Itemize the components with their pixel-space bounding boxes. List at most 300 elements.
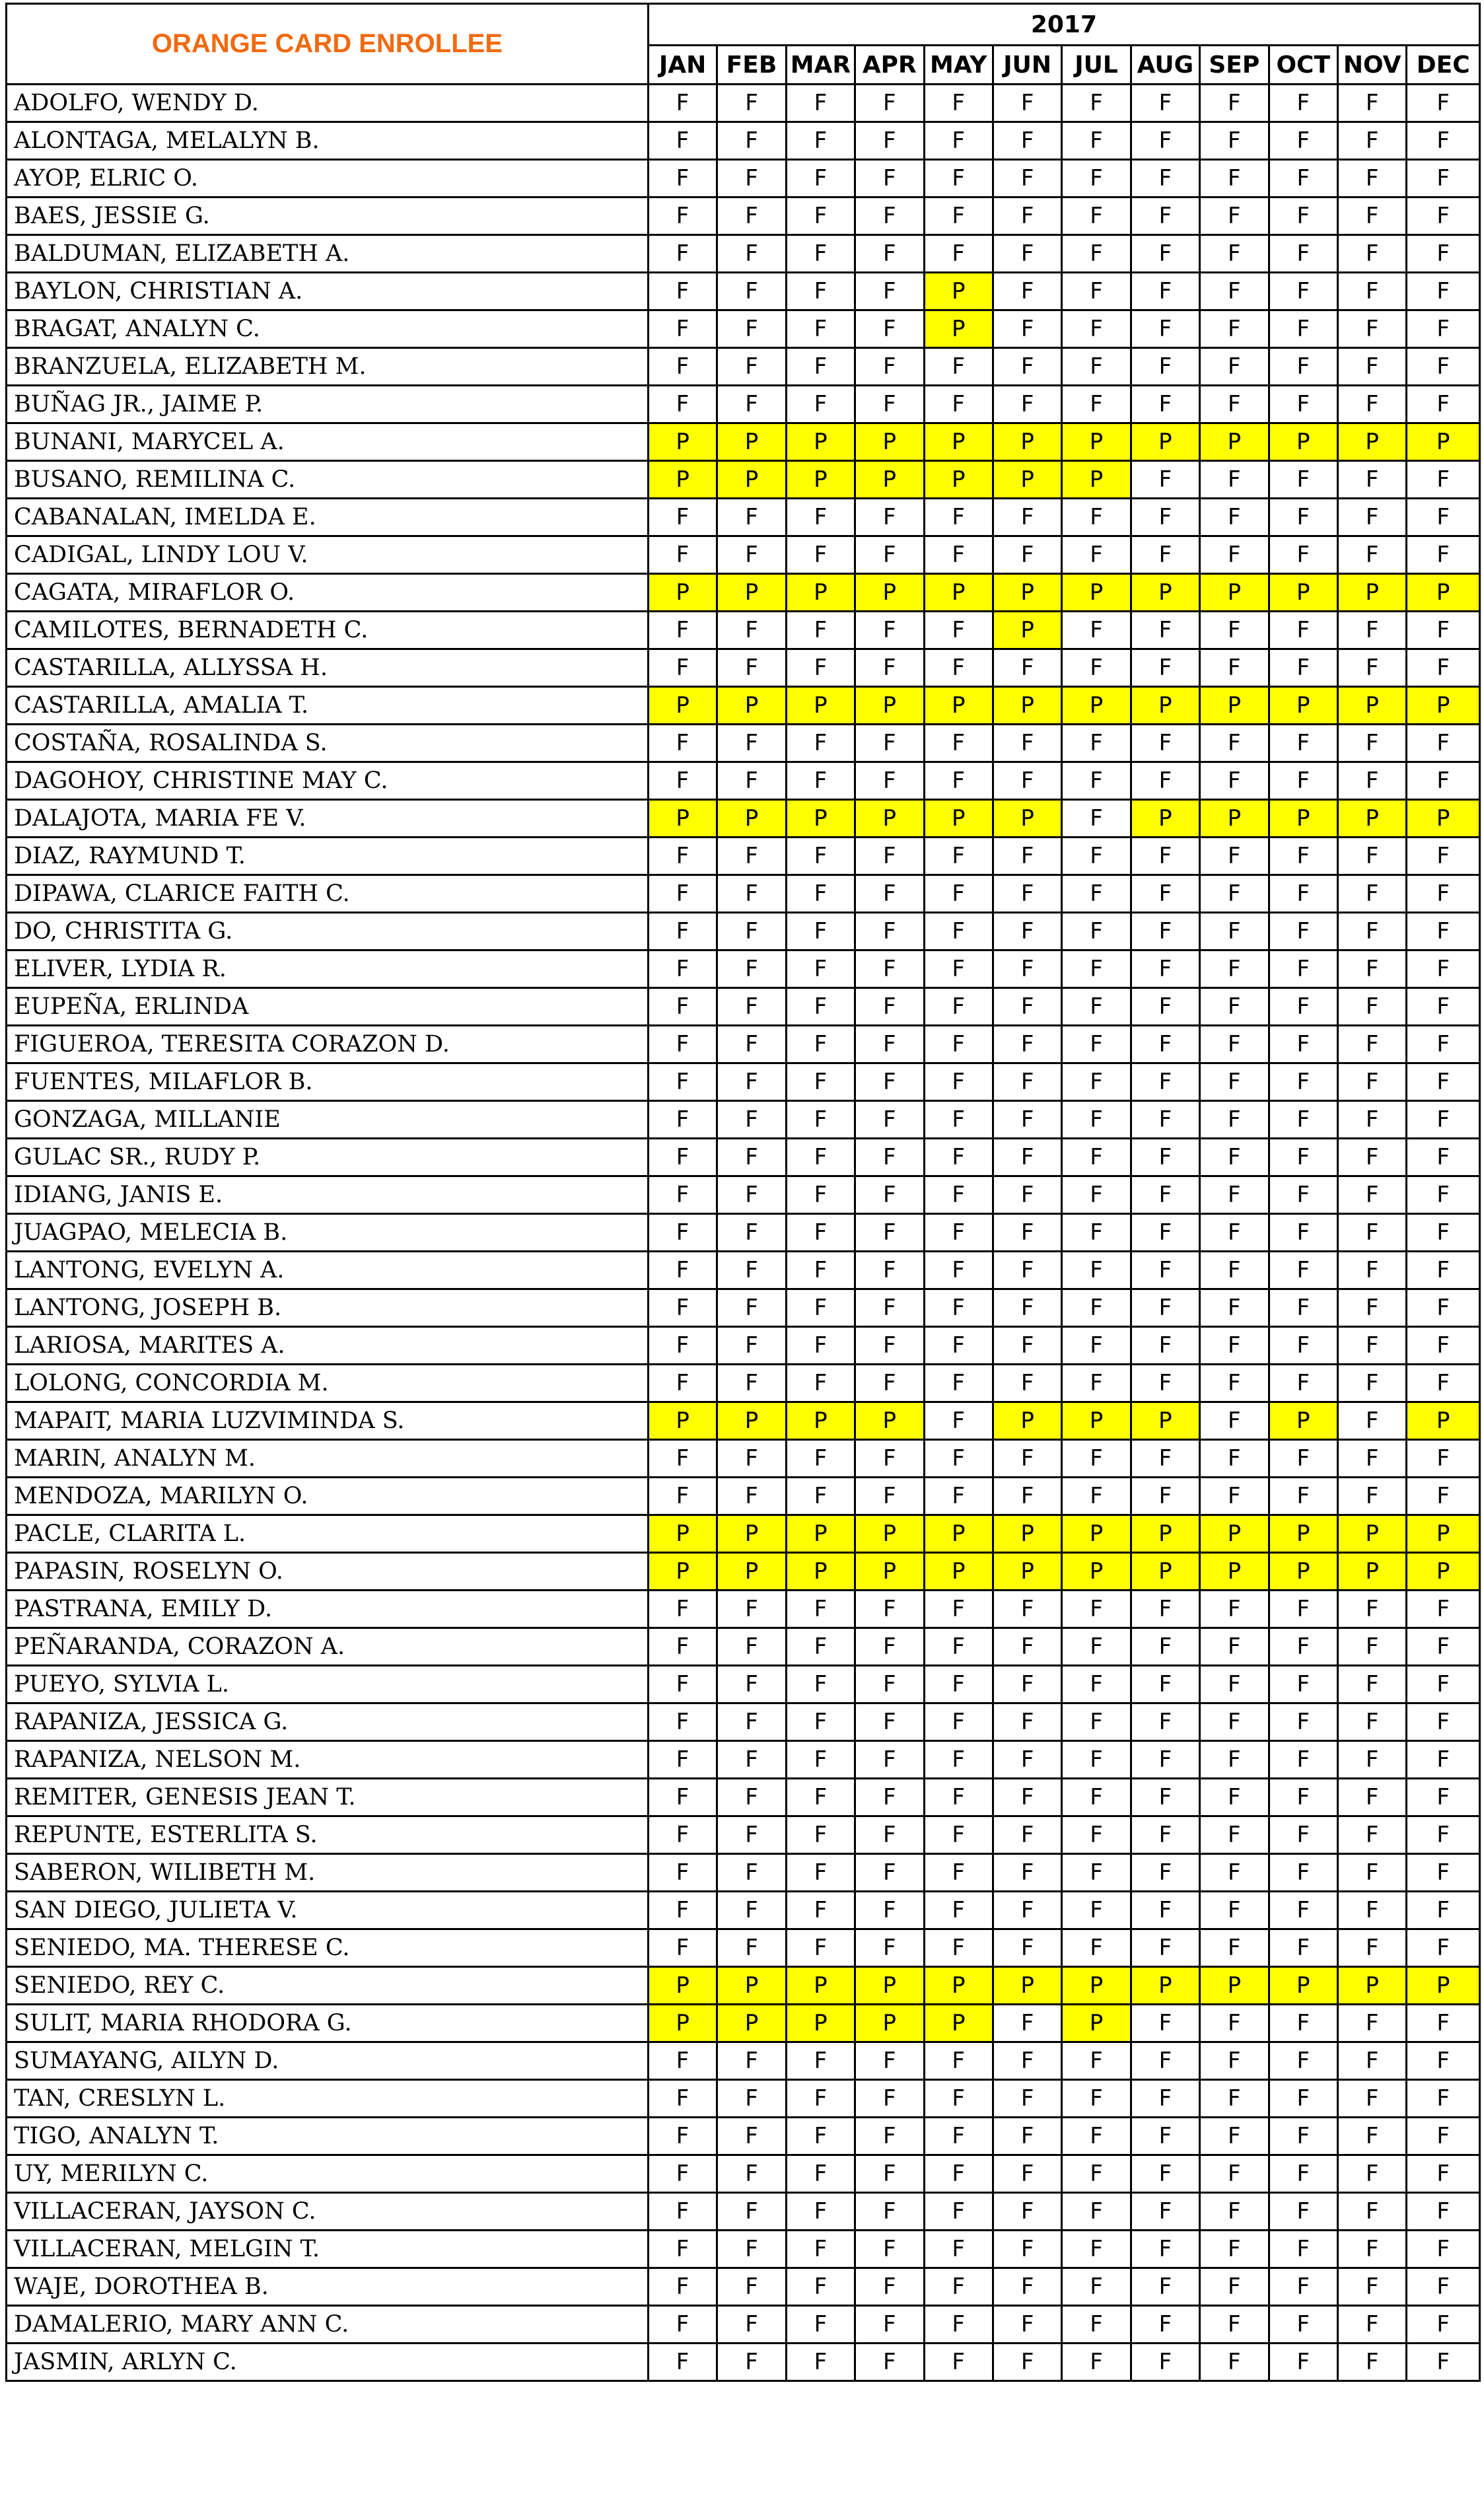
status-cell-dec: F	[1407, 1026, 1480, 1063]
status-cell-oct: F	[1269, 1365, 1337, 1402]
status-cell-jul: F	[1062, 2155, 1131, 2193]
status-cell-may: F	[924, 838, 993, 875]
status-cell-jul: F	[1062, 2042, 1131, 2080]
status-cell-dec: F	[1407, 85, 1480, 122]
status-cell-sep: F	[1200, 273, 1269, 310]
table-row	[7, 2231, 1480, 2268]
status-cell-may: P	[924, 310, 993, 348]
enrollee-name: LANTONG, JOSEPH B.	[7, 1289, 649, 1327]
status-cell-aug: F	[1131, 1252, 1199, 1289]
status-cell-jun: F	[993, 762, 1061, 800]
status-cell-mar: F	[786, 1214, 855, 1252]
status-cell-may: F	[924, 1666, 993, 1703]
status-cell-feb: F	[717, 725, 786, 762]
table-row	[7, 2042, 1480, 2080]
status-cell-nov: F	[1337, 1703, 1406, 1741]
status-cell-dec: F	[1407, 1440, 1480, 1478]
status-cell-jan: P	[648, 2005, 717, 2042]
status-cell-sep: P	[1200, 1967, 1269, 2005]
status-cell-nov: F	[1337, 2118, 1406, 2155]
status-cell-sep: P	[1200, 423, 1269, 461]
status-cell-feb: P	[717, 1515, 786, 1553]
status-cell-jan: F	[648, 913, 717, 950]
table-row	[7, 2344, 1480, 2381]
status-cell-jul: F	[1062, 2080, 1131, 2118]
enrollee-name: MARIN, ANALYN M.	[7, 1440, 649, 1478]
enrollee-name: EUPEÑA, ERLINDA	[7, 988, 649, 1026]
table-row	[7, 1816, 1480, 1854]
status-cell-mar: F	[786, 2344, 855, 2381]
status-cell-oct: F	[1269, 2193, 1337, 2231]
status-cell-jan: F	[648, 1741, 717, 1779]
status-cell-may: F	[924, 235, 993, 273]
status-cell-jul: F	[1062, 2193, 1131, 2231]
enrollee-name: TAN, CRESLYN L.	[7, 2080, 649, 2118]
enrollee-name: PUEYO, SYLVIA L.	[7, 1666, 649, 1703]
status-cell-jan: P	[648, 687, 717, 725]
status-cell-sep: F	[1200, 2344, 1269, 2381]
status-cell-oct: F	[1269, 2268, 1337, 2306]
status-cell-feb: F	[717, 1666, 786, 1703]
status-cell-sep: F	[1200, 1478, 1269, 1515]
status-cell-dec: F	[1407, 1666, 1480, 1703]
status-cell-nov: F	[1337, 649, 1406, 687]
status-cell-feb: F	[717, 1703, 786, 1741]
status-cell-aug: F	[1131, 310, 1199, 348]
status-cell-feb: F	[717, 2042, 786, 2080]
status-cell-apr: F	[855, 2042, 924, 2080]
status-cell-aug: F	[1131, 1101, 1199, 1139]
status-cell-jun: F	[993, 2306, 1061, 2344]
status-cell-oct: P	[1269, 574, 1337, 612]
status-cell-aug: F	[1131, 2118, 1199, 2155]
status-cell-nov: F	[1337, 1289, 1406, 1327]
table-row	[7, 1929, 1480, 1967]
status-cell-oct: F	[1269, 913, 1337, 950]
enrollee-name: VILLACERAN, MELGIN T.	[7, 2231, 649, 2268]
status-cell-apr: F	[855, 348, 924, 386]
status-cell-may: P	[924, 687, 993, 725]
status-cell-nov: F	[1337, 1816, 1406, 1854]
status-cell-mar: F	[786, 1816, 855, 1854]
status-cell-apr: F	[855, 2155, 924, 2193]
table-row	[7, 2155, 1480, 2193]
status-cell-may: F	[924, 85, 993, 122]
status-cell-jan: P	[648, 800, 717, 838]
status-cell-jan: F	[648, 1063, 717, 1101]
status-cell-apr: F	[855, 122, 924, 160]
status-cell-sep: F	[1200, 235, 1269, 273]
status-cell-aug: F	[1131, 2193, 1199, 2231]
status-cell-sep: F	[1200, 2193, 1269, 2231]
status-cell-aug: F	[1131, 1026, 1199, 1063]
status-cell-jan: F	[648, 235, 717, 273]
enrollee-name: WAJE, DOROTHEA B.	[7, 2268, 649, 2306]
status-cell-apr: F	[855, 1214, 924, 1252]
status-cell-feb: P	[717, 574, 786, 612]
status-cell-nov: P	[1337, 1967, 1406, 2005]
status-cell-may: F	[924, 1101, 993, 1139]
status-cell-apr: P	[855, 574, 924, 612]
status-cell-mar: F	[786, 2193, 855, 2231]
enrollee-name: TIGO, ANALYN T.	[7, 2118, 649, 2155]
status-cell-sep: F	[1200, 386, 1269, 423]
status-cell-aug: F	[1131, 875, 1199, 913]
status-cell-jul: F	[1062, 1628, 1131, 1666]
status-cell-mar: F	[786, 273, 855, 310]
status-cell-mar: F	[786, 1741, 855, 1779]
status-cell-dec: F	[1407, 1176, 1480, 1214]
table-row	[7, 1402, 1480, 1440]
status-cell-feb: F	[717, 348, 786, 386]
table-row	[7, 762, 1480, 800]
status-cell-oct: F	[1269, 1591, 1337, 1628]
status-cell-jul: F	[1062, 838, 1131, 875]
status-cell-apr: F	[855, 273, 924, 310]
status-cell-feb: F	[717, 1892, 786, 1929]
status-cell-may: F	[924, 197, 993, 235]
enrollee-name: CABANALAN, IMELDA E.	[7, 499, 649, 536]
status-cell-feb: F	[717, 160, 786, 197]
status-cell-oct: F	[1269, 2042, 1337, 2080]
status-cell-jun: P	[993, 574, 1061, 612]
status-cell-dec: F	[1407, 122, 1480, 160]
status-cell-nov: F	[1337, 348, 1406, 386]
status-cell-oct: F	[1269, 122, 1337, 160]
status-cell-mar: F	[786, 1440, 855, 1478]
status-cell-may: F	[924, 875, 993, 913]
status-cell-apr: F	[855, 499, 924, 536]
status-cell-jan: F	[648, 1703, 717, 1741]
status-cell-nov: F	[1337, 762, 1406, 800]
status-cell-apr: F	[855, 1327, 924, 1365]
status-cell-jan: F	[648, 950, 717, 988]
table-row	[7, 122, 1480, 160]
table-row	[7, 1779, 1480, 1816]
status-cell-may: F	[924, 1252, 993, 1289]
table-row	[7, 1553, 1480, 1591]
status-cell-aug: F	[1131, 273, 1199, 310]
table-row	[7, 461, 1480, 499]
status-cell-dec: F	[1407, 1365, 1480, 1402]
status-cell-may: F	[924, 1628, 993, 1666]
status-cell-dec: F	[1407, 461, 1480, 499]
status-cell-jul: F	[1062, 386, 1131, 423]
status-cell-apr: F	[855, 1252, 924, 1289]
status-cell-oct: F	[1269, 310, 1337, 348]
enrollee-name: JASMIN, ARLYN C.	[7, 2344, 649, 2381]
status-cell-jul: F	[1062, 1816, 1131, 1854]
status-cell-jan: F	[648, 2306, 717, 2344]
status-cell-jun: F	[993, 1816, 1061, 1854]
status-cell-nov: F	[1337, 1854, 1406, 1892]
status-cell-mar: F	[786, 2080, 855, 2118]
month-header-aug: AUG	[1131, 46, 1199, 85]
status-cell-dec: F	[1407, 1779, 1480, 1816]
status-cell-jul: F	[1062, 1478, 1131, 1515]
status-cell-mar: F	[786, 1854, 855, 1892]
status-cell-apr: F	[855, 1139, 924, 1176]
status-cell-jul: F	[1062, 1365, 1131, 1402]
status-cell-nov: F	[1337, 1741, 1406, 1779]
status-cell-feb: F	[717, 2193, 786, 2231]
status-cell-nov: F	[1337, 1440, 1406, 1478]
status-cell-nov: F	[1337, 2268, 1406, 2306]
status-cell-dec: P	[1407, 423, 1480, 461]
status-cell-jul: F	[1062, 1591, 1131, 1628]
status-cell-apr: P	[855, 2005, 924, 2042]
status-cell-jan: F	[648, 85, 717, 122]
status-cell-jun: F	[993, 1214, 1061, 1252]
status-cell-sep: F	[1200, 1063, 1269, 1101]
status-cell-jun: F	[993, 1252, 1061, 1289]
status-cell-apr: P	[855, 423, 924, 461]
enrollee-name: BUNANI, MARYCEL A.	[7, 423, 649, 461]
enrollee-name: ADOLFO, WENDY D.	[7, 85, 649, 122]
status-cell-mar: F	[786, 2042, 855, 2080]
status-cell-feb: P	[717, 1967, 786, 2005]
status-cell-dec: F	[1407, 2155, 1480, 2193]
status-cell-dec: F	[1407, 875, 1480, 913]
status-cell-dec: F	[1407, 2231, 1480, 2268]
status-cell-oct: F	[1269, 499, 1337, 536]
status-cell-apr: P	[855, 1402, 924, 1440]
status-cell-jan: F	[648, 273, 717, 310]
status-cell-apr: F	[855, 235, 924, 273]
status-cell-feb: F	[717, 85, 786, 122]
enrollee-name: ALONTAGA, MELALYN B.	[7, 122, 649, 160]
status-cell-oct: F	[1269, 386, 1337, 423]
status-cell-mar: F	[786, 762, 855, 800]
table-row	[7, 612, 1480, 649]
status-cell-apr: F	[855, 2306, 924, 2344]
table-row	[7, 348, 1480, 386]
status-cell-dec: F	[1407, 160, 1480, 197]
status-cell-jul: F	[1062, 1176, 1131, 1214]
status-cell-oct: F	[1269, 85, 1337, 122]
status-cell-jul: P	[1062, 461, 1131, 499]
table-row	[7, 1478, 1480, 1515]
enrollee-name: JUAGPAO, MELECIA B.	[7, 1214, 649, 1252]
status-cell-may: F	[924, 1854, 993, 1892]
month-header-feb: FEB	[717, 46, 786, 85]
status-cell-jan: F	[648, 310, 717, 348]
status-cell-sep: F	[1200, 1440, 1269, 1478]
status-cell-aug: F	[1131, 1063, 1199, 1101]
table-row	[7, 423, 1480, 461]
status-cell-jun: F	[993, 725, 1061, 762]
status-cell-aug: F	[1131, 2231, 1199, 2268]
enrollee-name: ELIVER, LYDIA R.	[7, 950, 649, 988]
status-cell-sep: F	[1200, 913, 1269, 950]
status-cell-mar: P	[786, 1967, 855, 2005]
status-cell-jul: P	[1062, 1553, 1131, 1591]
status-cell-may: F	[924, 122, 993, 160]
status-cell-may: P	[924, 574, 993, 612]
enrollee-name: IDIANG, JANIS E.	[7, 1176, 649, 1214]
status-cell-aug: P	[1131, 687, 1199, 725]
status-cell-dec: F	[1407, 1478, 1480, 1515]
status-cell-mar: F	[786, 2118, 855, 2155]
status-cell-nov: F	[1337, 1327, 1406, 1365]
status-cell-nov: P	[1337, 800, 1406, 838]
status-cell-jul: P	[1062, 1402, 1131, 1440]
month-header-jun: JUN	[993, 46, 1061, 85]
status-cell-mar: F	[786, 348, 855, 386]
table-row	[7, 536, 1480, 574]
status-cell-nov: F	[1337, 950, 1406, 988]
status-cell-apr: F	[855, 2193, 924, 2231]
status-cell-aug: F	[1131, 913, 1199, 950]
table-row	[7, 687, 1480, 725]
status-cell-apr: F	[855, 2118, 924, 2155]
enrollee-name: BRAGAT, ANALYN C.	[7, 310, 649, 348]
status-cell-aug: P	[1131, 1967, 1199, 2005]
status-cell-jun: F	[993, 988, 1061, 1026]
status-cell-dec: F	[1407, 1816, 1480, 1854]
status-cell-may: F	[924, 1816, 993, 1854]
status-cell-may: F	[924, 2193, 993, 2231]
status-cell-apr: P	[855, 1967, 924, 2005]
status-cell-sep: F	[1200, 1176, 1269, 1214]
status-cell-sep: F	[1200, 2118, 1269, 2155]
status-cell-feb: F	[717, 235, 786, 273]
status-cell-aug: F	[1131, 2042, 1199, 2080]
status-cell-may: F	[924, 950, 993, 988]
status-cell-apr: F	[855, 310, 924, 348]
status-cell-apr: F	[855, 612, 924, 649]
status-cell-feb: F	[717, 2118, 786, 2155]
status-cell-jun: F	[993, 1628, 1061, 1666]
status-cell-jul: F	[1062, 348, 1131, 386]
table-row	[7, 1365, 1480, 1402]
status-cell-aug: F	[1131, 2268, 1199, 2306]
status-cell-sep: F	[1200, 1289, 1269, 1327]
status-cell-dec: F	[1407, 725, 1480, 762]
status-cell-oct: P	[1269, 687, 1337, 725]
status-cell-jul: F	[1062, 536, 1131, 574]
status-cell-may: F	[924, 2344, 993, 2381]
status-cell-may: F	[924, 2080, 993, 2118]
status-cell-nov: F	[1337, 1063, 1406, 1101]
status-cell-aug: F	[1131, 1779, 1199, 1816]
status-cell-apr: F	[855, 1703, 924, 1741]
status-cell-jan: F	[648, 725, 717, 762]
status-cell-aug: F	[1131, 838, 1199, 875]
status-cell-nov: P	[1337, 687, 1406, 725]
status-cell-sep: P	[1200, 687, 1269, 725]
status-cell-feb: F	[717, 122, 786, 160]
table-row	[7, 1101, 1480, 1139]
status-cell-oct: F	[1269, 1289, 1337, 1327]
status-cell-nov: F	[1337, 2193, 1406, 2231]
status-cell-apr: P	[855, 687, 924, 725]
status-cell-jan: F	[648, 1026, 717, 1063]
status-cell-mar: F	[786, 1063, 855, 1101]
status-cell-jul: F	[1062, 1063, 1131, 1101]
status-cell-dec: F	[1407, 988, 1480, 1026]
table-row	[7, 950, 1480, 988]
status-cell-apr: F	[855, 913, 924, 950]
status-cell-aug: F	[1131, 762, 1199, 800]
enrollee-name: PASTRANA, EMILY D.	[7, 1591, 649, 1628]
status-cell-oct: F	[1269, 1440, 1337, 1478]
status-cell-oct: F	[1269, 1101, 1337, 1139]
enrollee-name: REMITER, GENESIS JEAN T.	[7, 1779, 649, 1816]
status-cell-apr: F	[855, 950, 924, 988]
status-cell-sep: F	[1200, 197, 1269, 235]
status-cell-aug: F	[1131, 1666, 1199, 1703]
status-cell-oct: F	[1269, 160, 1337, 197]
table-row	[7, 160, 1480, 197]
status-cell-may: P	[924, 800, 993, 838]
status-cell-oct: P	[1269, 800, 1337, 838]
status-cell-mar: F	[786, 1591, 855, 1628]
table-row	[7, 310, 1480, 348]
status-cell-jun: F	[993, 1478, 1061, 1515]
status-cell-jun: P	[993, 1402, 1061, 1440]
status-cell-oct: F	[1269, 461, 1337, 499]
status-cell-aug: F	[1131, 725, 1199, 762]
status-cell-oct: P	[1269, 1967, 1337, 2005]
status-cell-jun: F	[993, 1440, 1061, 1478]
status-cell-dec: F	[1407, 1101, 1480, 1139]
status-cell-feb: F	[717, 1929, 786, 1967]
status-cell-jul: P	[1062, 2005, 1131, 2042]
status-cell-jan: F	[648, 1440, 717, 1478]
status-cell-aug: F	[1131, 536, 1199, 574]
status-cell-jun: F	[993, 235, 1061, 273]
enrollee-name: GULAC SR., RUDY P.	[7, 1139, 649, 1176]
status-cell-feb: F	[717, 1741, 786, 1779]
status-cell-sep: F	[1200, 1214, 1269, 1252]
status-cell-sep: F	[1200, 536, 1269, 574]
status-cell-jan: F	[648, 2268, 717, 2306]
status-cell-jan: P	[648, 461, 717, 499]
status-cell-jul: F	[1062, 1139, 1131, 1176]
status-cell-nov: F	[1337, 273, 1406, 310]
table-row	[7, 838, 1480, 875]
status-cell-mar: F	[786, 649, 855, 687]
table-body	[7, 85, 1480, 2381]
status-cell-jan: P	[648, 1402, 717, 1440]
status-cell-jul: F	[1062, 1892, 1131, 1929]
status-cell-feb: F	[717, 2268, 786, 2306]
status-cell-dec: F	[1407, 838, 1480, 875]
enrollee-name: CASTARILLA, AMALIA T.	[7, 687, 649, 725]
status-cell-nov: F	[1337, 875, 1406, 913]
status-cell-mar: F	[786, 2306, 855, 2344]
sheet-title: ORANGE CARD ENROLLEE	[7, 4, 649, 85]
status-cell-nov: F	[1337, 160, 1406, 197]
status-cell-apr: F	[855, 1176, 924, 1214]
status-cell-jun: F	[993, 838, 1061, 875]
status-cell-apr: F	[855, 2080, 924, 2118]
status-cell-aug: F	[1131, 988, 1199, 1026]
status-cell-feb: F	[717, 1365, 786, 1402]
table-row	[7, 386, 1480, 423]
status-cell-jul: F	[1062, 1026, 1131, 1063]
status-cell-nov: F	[1337, 1365, 1406, 1402]
enrollee-name: GONZAGA, MILLANIE	[7, 1101, 649, 1139]
status-cell-jul: F	[1062, 122, 1131, 160]
status-cell-dec: F	[1407, 1139, 1480, 1176]
status-cell-dec: P	[1407, 1515, 1480, 1553]
status-cell-nov: F	[1337, 2231, 1406, 2268]
status-cell-jun: F	[993, 1703, 1061, 1741]
status-cell-nov: F	[1337, 1892, 1406, 1929]
status-cell-dec: F	[1407, 1703, 1480, 1741]
